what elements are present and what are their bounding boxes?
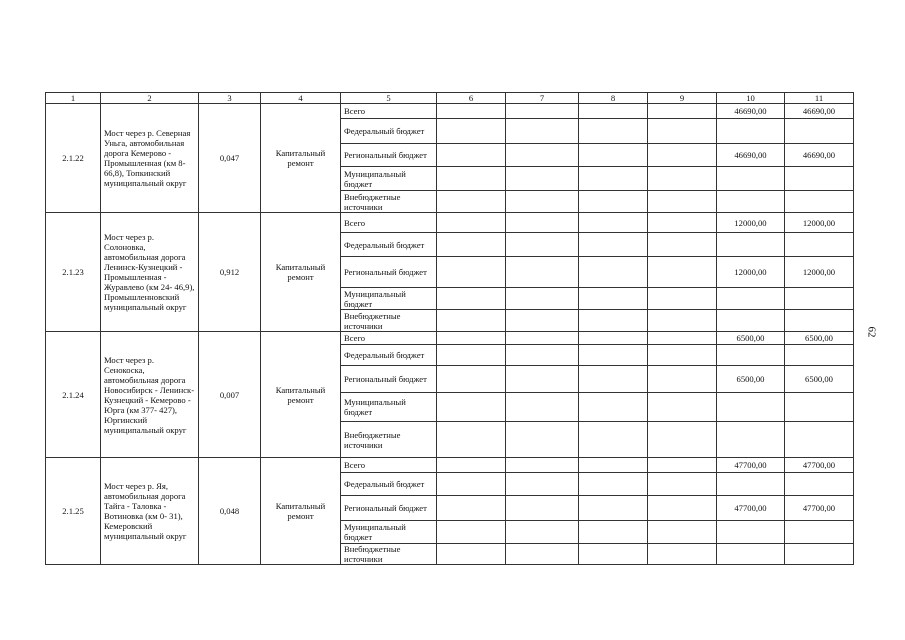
object-description: Мост через р. Солоновка, автомобильная дорога Ленинск-Кузнецкий - Промышленная - Журавлево (км 24- 46,9), Промышленновский муниципальный округ <box>101 213 199 332</box>
empty-cell <box>648 496 717 521</box>
empty-cell <box>648 544 717 565</box>
funding-source: Внебюджетные источники <box>341 544 437 565</box>
empty-cell <box>648 422 717 458</box>
value-cell-col11 <box>785 422 854 458</box>
empty-cell <box>506 473 579 496</box>
empty-cell <box>437 496 506 521</box>
value-cell-col11 <box>785 345 854 366</box>
value-cell-col11 <box>785 191 854 213</box>
value-cell-col11: 12000,00 <box>785 213 854 233</box>
funding-source: Региональный бюджет <box>341 496 437 521</box>
empty-cell <box>437 167 506 191</box>
empty-cell <box>579 496 648 521</box>
empty-cell <box>648 366 717 393</box>
funding-source: Муниципальный бюджет <box>341 393 437 422</box>
empty-cell <box>506 144 579 167</box>
empty-cell <box>437 332 506 345</box>
funding-source: Региональный бюджет <box>341 366 437 393</box>
header-row <box>46 93 854 104</box>
empty-cell <box>437 473 506 496</box>
work-type: Капитальный ремонт <box>261 332 341 458</box>
header-cell: 5 <box>341 93 437 104</box>
empty-cell <box>506 458 579 473</box>
value-cell-col10 <box>717 233 785 257</box>
empty-cell <box>506 496 579 521</box>
funding-source: Федеральный бюджет <box>341 119 437 144</box>
empty-cell <box>579 544 648 565</box>
empty-cell <box>506 191 579 213</box>
empty-cell <box>506 521 579 544</box>
value-cell-col10 <box>717 310 785 332</box>
funding-source: Федеральный бюджет <box>341 473 437 496</box>
empty-cell <box>437 310 506 332</box>
value-cell-col11 <box>785 521 854 544</box>
empty-cell <box>648 310 717 332</box>
funding-source: Муниципальный бюджет <box>341 288 437 310</box>
empty-cell <box>437 191 506 213</box>
value-cell-col10 <box>717 544 785 565</box>
table-row <box>46 104 854 119</box>
empty-cell <box>579 310 648 332</box>
header-cell: 1 <box>46 93 101 104</box>
empty-cell <box>506 288 579 310</box>
funding-source: Внебюджетные источники <box>341 191 437 213</box>
empty-cell <box>648 233 717 257</box>
empty-cell <box>506 544 579 565</box>
funding-source: Всего <box>341 213 437 233</box>
empty-cell <box>648 521 717 544</box>
item-number: 2.1.23 <box>46 213 101 332</box>
item-number: 2.1.24 <box>46 332 101 458</box>
value-cell-col10: 6500,00 <box>717 366 785 393</box>
empty-cell <box>506 393 579 422</box>
value-cell-col11: 46690,00 <box>785 144 854 167</box>
object-description: Мост через р. Яя, автомобильная дорога Тайга - Таловка - Вотиновка (км 0- 31), Кемеровский муниципальный округ <box>101 458 199 565</box>
value-cell-col10: 46690,00 <box>717 144 785 167</box>
value-cell-col10 <box>717 288 785 310</box>
object-length: 0,048 <box>199 458 261 565</box>
empty-cell <box>648 332 717 345</box>
funding-source: Региональный бюджет <box>341 144 437 167</box>
funding-source: Региональный бюджет <box>341 257 437 288</box>
empty-cell <box>437 288 506 310</box>
empty-cell <box>648 104 717 119</box>
value-cell-col10 <box>717 119 785 144</box>
object-length: 0,007 <box>199 332 261 458</box>
empty-cell <box>437 544 506 565</box>
empty-cell <box>579 191 648 213</box>
budget-table <box>45 92 854 565</box>
object-length: 0,047 <box>199 104 261 213</box>
empty-cell <box>437 366 506 393</box>
value-cell-col10 <box>717 167 785 191</box>
funding-source: Муниципальный бюджет <box>341 521 437 544</box>
empty-cell <box>437 213 506 233</box>
funding-source: Внебюджетные источники <box>341 310 437 332</box>
empty-cell <box>579 332 648 345</box>
value-cell-col10: 46690,00 <box>717 104 785 119</box>
funding-source: Всего <box>341 458 437 473</box>
value-cell-col11: 46690,00 <box>785 104 854 119</box>
empty-cell <box>437 233 506 257</box>
value-cell-col11 <box>785 544 854 565</box>
empty-cell <box>579 104 648 119</box>
item-number: 2.1.25 <box>46 458 101 565</box>
empty-cell <box>437 521 506 544</box>
empty-cell <box>437 104 506 119</box>
work-type: Капитальный ремонт <box>261 213 341 332</box>
value-cell-col10: 47700,00 <box>717 496 785 521</box>
empty-cell <box>648 257 717 288</box>
empty-cell <box>437 257 506 288</box>
empty-cell <box>648 458 717 473</box>
value-cell-col10 <box>717 422 785 458</box>
header-cell: 9 <box>648 93 717 104</box>
funding-source: Всего <box>341 332 437 345</box>
value-cell-col11: 47700,00 <box>785 458 854 473</box>
empty-cell <box>506 233 579 257</box>
funding-source: Внебюджетные источники <box>341 422 437 458</box>
header-cell: 7 <box>506 93 579 104</box>
value-cell-col10 <box>717 521 785 544</box>
empty-cell <box>506 167 579 191</box>
header-cell: 4 <box>261 93 341 104</box>
empty-cell <box>648 345 717 366</box>
value-cell-col11 <box>785 167 854 191</box>
table-row <box>46 213 854 233</box>
value-cell-col11 <box>785 119 854 144</box>
empty-cell <box>648 191 717 213</box>
empty-cell <box>506 332 579 345</box>
value-cell-col11: 6500,00 <box>785 366 854 393</box>
empty-cell <box>579 345 648 366</box>
value-cell-col10 <box>717 345 785 366</box>
empty-cell <box>648 119 717 144</box>
value-cell-col11 <box>785 393 854 422</box>
value-cell-col10 <box>717 191 785 213</box>
empty-cell <box>437 144 506 167</box>
header-cell: 8 <box>579 93 648 104</box>
empty-cell <box>579 288 648 310</box>
funding-source: Всего <box>341 104 437 119</box>
empty-cell <box>437 345 506 366</box>
value-cell-col11: 6500,00 <box>785 332 854 345</box>
empty-cell <box>437 119 506 144</box>
empty-cell <box>579 144 648 167</box>
value-cell-col11: 12000,00 <box>785 257 854 288</box>
empty-cell <box>579 366 648 393</box>
value-cell-col10: 12000,00 <box>717 213 785 233</box>
value-cell-col10 <box>717 393 785 422</box>
empty-cell <box>437 422 506 458</box>
empty-cell <box>579 422 648 458</box>
empty-cell <box>648 393 717 422</box>
empty-cell <box>506 366 579 393</box>
funding-source: Федеральный бюджет <box>341 345 437 366</box>
funding-source: Муниципальный бюджет <box>341 167 437 191</box>
object-description: Мост через р. Сенокоска, автомобильная дорога Новосибирск - Ленинск-Кузнецкий - Кемерово - Юрга (км 377- 427), Юргинский муниципальный округ <box>101 332 199 458</box>
empty-cell <box>579 233 648 257</box>
empty-cell <box>579 393 648 422</box>
empty-cell <box>579 458 648 473</box>
empty-cell <box>506 104 579 119</box>
value-cell-col11: 47700,00 <box>785 496 854 521</box>
empty-cell <box>506 213 579 233</box>
item-number: 2.1.22 <box>46 104 101 213</box>
header-cell: 2 <box>101 93 199 104</box>
header-cell: 6 <box>437 93 506 104</box>
object-length: 0,912 <box>199 213 261 332</box>
empty-cell <box>437 393 506 422</box>
empty-cell <box>648 144 717 167</box>
value-cell-col11 <box>785 233 854 257</box>
table-body <box>46 93 854 565</box>
page-number: 62 <box>865 326 878 338</box>
value-cell-col11 <box>785 473 854 496</box>
empty-cell <box>579 167 648 191</box>
work-type: Капитальный ремонт <box>261 458 341 565</box>
empty-cell <box>579 257 648 288</box>
empty-cell <box>579 521 648 544</box>
empty-cell <box>437 458 506 473</box>
table-row <box>46 458 854 473</box>
empty-cell <box>579 473 648 496</box>
empty-cell <box>648 213 717 233</box>
value-cell-col11 <box>785 310 854 332</box>
empty-cell <box>648 167 717 191</box>
funding-source: Федеральный бюджет <box>341 233 437 257</box>
value-cell-col10: 47700,00 <box>717 458 785 473</box>
empty-cell <box>579 213 648 233</box>
table-row <box>46 332 854 345</box>
empty-cell <box>648 473 717 496</box>
empty-cell <box>648 288 717 310</box>
value-cell-col10 <box>717 473 785 496</box>
value-cell-col10: 6500,00 <box>717 332 785 345</box>
empty-cell <box>506 345 579 366</box>
object-description: Мост через р. Северная Уньга, автомобильная дорога Кемерово - Промышленная (км 8- 66,8), Топкинский муниципальный округ <box>101 104 199 213</box>
work-type: Капитальный ремонт <box>261 104 341 213</box>
value-cell-col10: 12000,00 <box>717 257 785 288</box>
empty-cell <box>579 119 648 144</box>
header-cell: 3 <box>199 93 261 104</box>
empty-cell <box>506 119 579 144</box>
empty-cell <box>506 422 579 458</box>
header-cell: 11 <box>785 93 854 104</box>
empty-cell <box>506 310 579 332</box>
empty-cell <box>506 257 579 288</box>
value-cell-col11 <box>785 288 854 310</box>
header-cell: 10 <box>717 93 785 104</box>
